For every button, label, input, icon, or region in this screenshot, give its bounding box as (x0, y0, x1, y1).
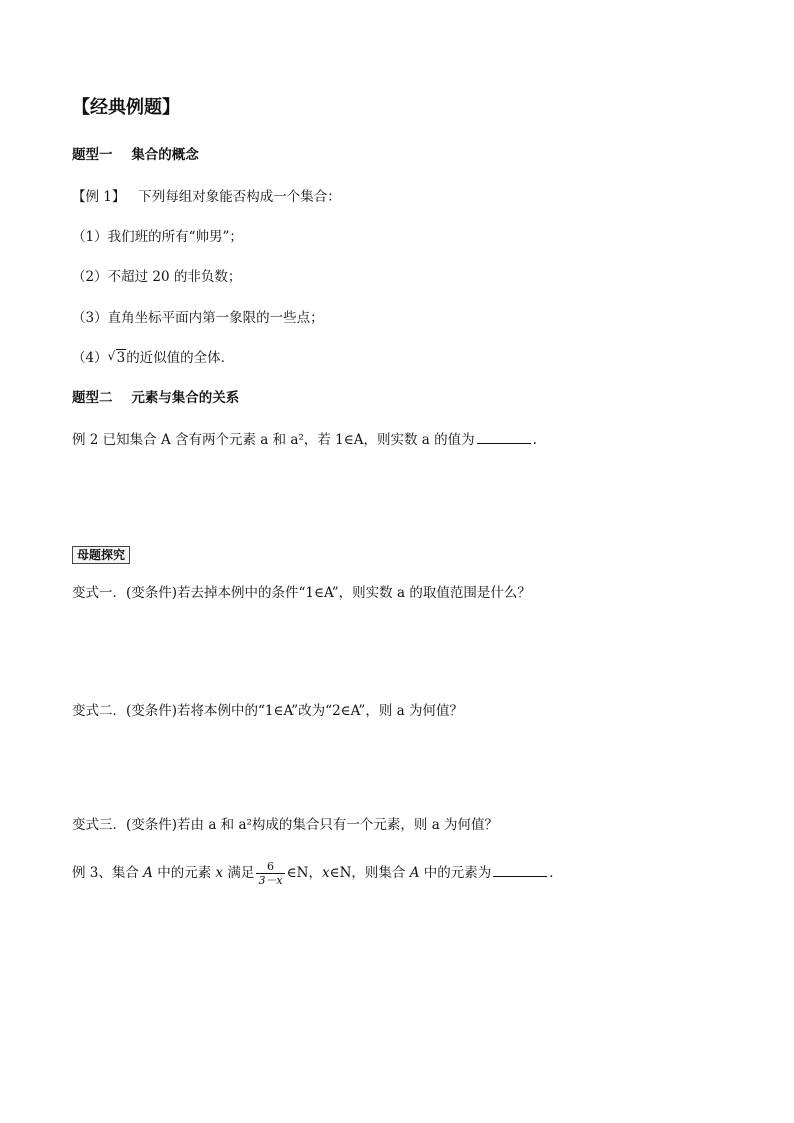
example3-text-2: 满足 (223, 865, 255, 881)
example3-text-4: ∈N，则集合 (329, 865, 410, 881)
example3-text-5: 中的元素为 (419, 865, 492, 881)
radicand: 3 (116, 350, 126, 366)
sqrt-expression (108, 349, 127, 367)
example3-end: ． (549, 865, 563, 881)
fraction (256, 860, 284, 887)
answer-blank-2 (493, 864, 547, 877)
answer-blank (477, 431, 531, 444)
variant-2: 变式二．(变条件)若将本例中的“1∈A”改为“2∈A”，则 a 为何值？ (72, 703, 463, 719)
set-symbol: A (143, 865, 153, 881)
example2-end: . (532, 432, 537, 448)
type2-title: 元素与集合的关系 (131, 390, 240, 406)
fraction-denominator: 3－x (258, 874, 283, 887)
example1-item-4 (72, 349, 234, 367)
variant-1: 变式一．(变条件)若去掉本例中的条件“1∈A”，则实数 a 的取值范围是什么？ (72, 585, 531, 601)
example2-text: 例 2 已知集合 A 含有两个元素 a 和 a²，若 1∈A，则实数 a 的值为 (72, 432, 475, 448)
example2 (72, 431, 537, 449)
type1-label: 题型一 (72, 147, 113, 163)
fraction-numerator: 6 (267, 860, 275, 873)
type2-label: 题型二 (72, 390, 113, 406)
section-tag: 母题探究 (72, 546, 130, 564)
example1-item-2: （2）不超过 20 的非负数； (72, 269, 242, 285)
variant-3: 变式三．(变条件)若由 a 和 a²构成的集合只有一个元素，则 a 为何值？ (72, 817, 499, 833)
example3-prefix: 例 3、集合 (72, 865, 144, 881)
example1-item-3: （3）直角坐标平面内第一象限的一些点； (72, 310, 324, 326)
example1-stem: 下列每组对象能否构成一个集合： (138, 189, 341, 205)
section-title: 【经典例题】 (72, 97, 180, 118)
var-symbol-2: x (321, 865, 330, 881)
example1-item-1: （1）我们班的所有“帅男”； (72, 229, 243, 245)
example1-stem-line (72, 188, 341, 206)
item4-suffix: 的近似值的全体． (126, 350, 235, 366)
set-symbol-2: A (409, 865, 420, 881)
type2-heading (72, 389, 239, 407)
example3 (72, 856, 563, 890)
radical-sign-icon: √ (107, 349, 116, 363)
example3-text-3: ∈N， (286, 865, 322, 881)
item4-prefix: （4） (72, 350, 108, 366)
example1-label: 【例 1】 (72, 189, 126, 205)
var-symbol: x (215, 865, 224, 881)
type1-heading (72, 146, 199, 164)
type1-title: 集合的概念 (131, 147, 199, 163)
example3-text-1: 中的元素 (152, 865, 216, 881)
